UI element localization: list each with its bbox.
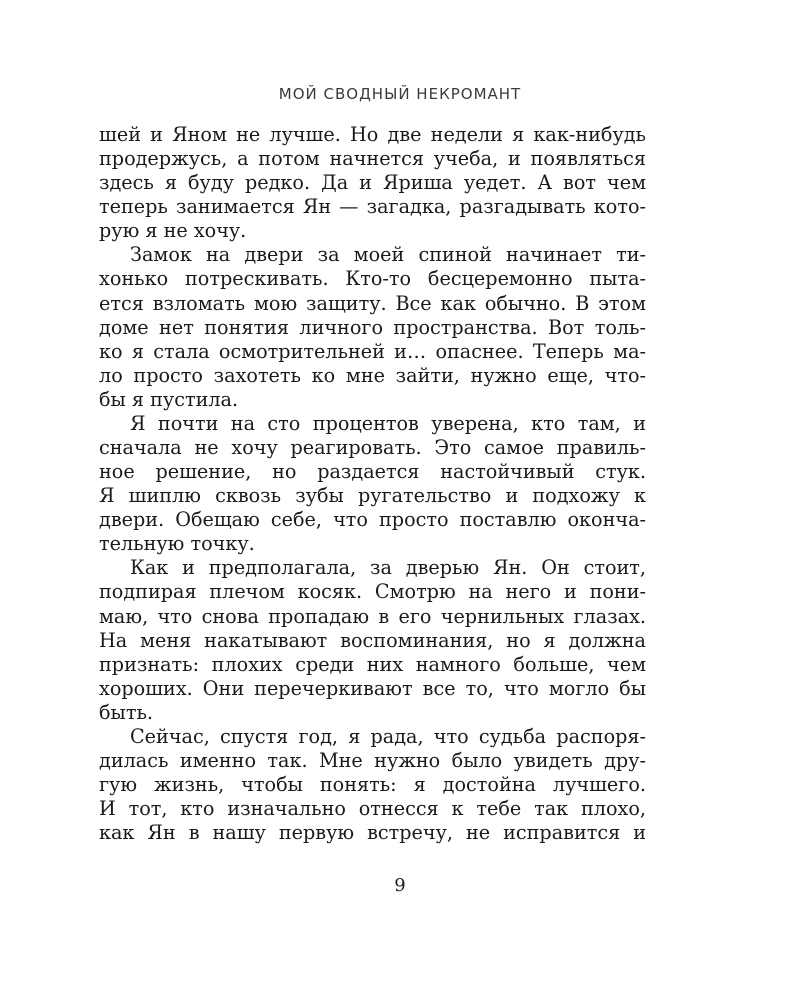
body-text (99, 123, 646, 845)
text-line: ное решение, но раздается настойчивый стук. (99, 460, 646, 484)
text-line: дилась именно так. Мне нужно было увидеть дру- (99, 749, 646, 773)
paragraph (99, 243, 646, 412)
text-line: Как и предполагала, за дверью Ян. Он стоит, (130, 556, 646, 580)
text-line: продержусь, а потом начнется учеба, и появляться (99, 147, 646, 171)
text-line: тельную точку. (99, 532, 255, 556)
paragraph (99, 725, 646, 845)
text-line: гую жизнь, чтобы понять: я достойна лучшего. (99, 773, 646, 797)
page-number: 9 (394, 875, 406, 896)
text-line: Я почти на сто процентов уверена, кто там, и (130, 411, 646, 435)
text-line: признать: плохих среди них намного больше, чем (99, 652, 646, 676)
text-line: шей и Яном не лучше. Но две недели я как-нибудь (99, 123, 646, 146)
text-line: Замок на двери за моей спиной начинает ти- (130, 243, 646, 267)
text-line: хонько потрескивать. Кто-то бесцеремонно пыта- (99, 267, 646, 291)
text-line: Я шиплю сквозь зубы ругательство и подхожу к (99, 484, 646, 508)
text-line: ко я стала осмотрительней и… опаснее. Теперь ма- (99, 339, 646, 363)
running-head: МОЙ СВОДНЫЙ НЕКРОМАНТ (278, 85, 522, 103)
text-line: И тот, кто изначально отнесся к тебе так плохо, (99, 797, 646, 821)
text-line: подпирая плечом косяк. Смотрю на него и пони- (99, 580, 646, 604)
text-line: сначала не хочу реагировать. Это самое правиль- (99, 436, 646, 460)
text-line: бы я пустила. (99, 387, 239, 411)
paragraph (99, 412, 646, 556)
text-line: На меня накатывают воспоминания, но я должна (99, 628, 646, 652)
text-line: ло просто захотеть ко мне зайти, нужно еще, что- (99, 363, 646, 387)
text-line: хороших. Они перечеркивают все то, что могло бы (99, 676, 646, 700)
text-line: доме нет понятия личного пространства. Вот толь- (99, 315, 646, 339)
text-line: как Ян в нашу первую встречу, не исправится и (99, 821, 646, 845)
text-line: двери. Обещаю себе, что просто поставлю оконча- (99, 508, 646, 532)
text-line: Сейчас, спустя год, я рада, что судьба распоря- (130, 724, 646, 748)
text-line: рую я не хочу. (99, 219, 247, 243)
text-line: маю, что снова пропадаю в его чернильных глазах. (99, 604, 646, 628)
text-line: быть. (99, 700, 153, 724)
paragraph (99, 556, 646, 725)
text-line: здесь я буду редко. Да и Яриша уедет. А вот чем (99, 171, 646, 195)
text-line: ется взломать мою защиту. Все как обычно. В этом (99, 291, 646, 315)
text-line: теперь занимается Ян — загадка, разгадывать кото- (99, 195, 646, 219)
paragraph (99, 123, 646, 243)
